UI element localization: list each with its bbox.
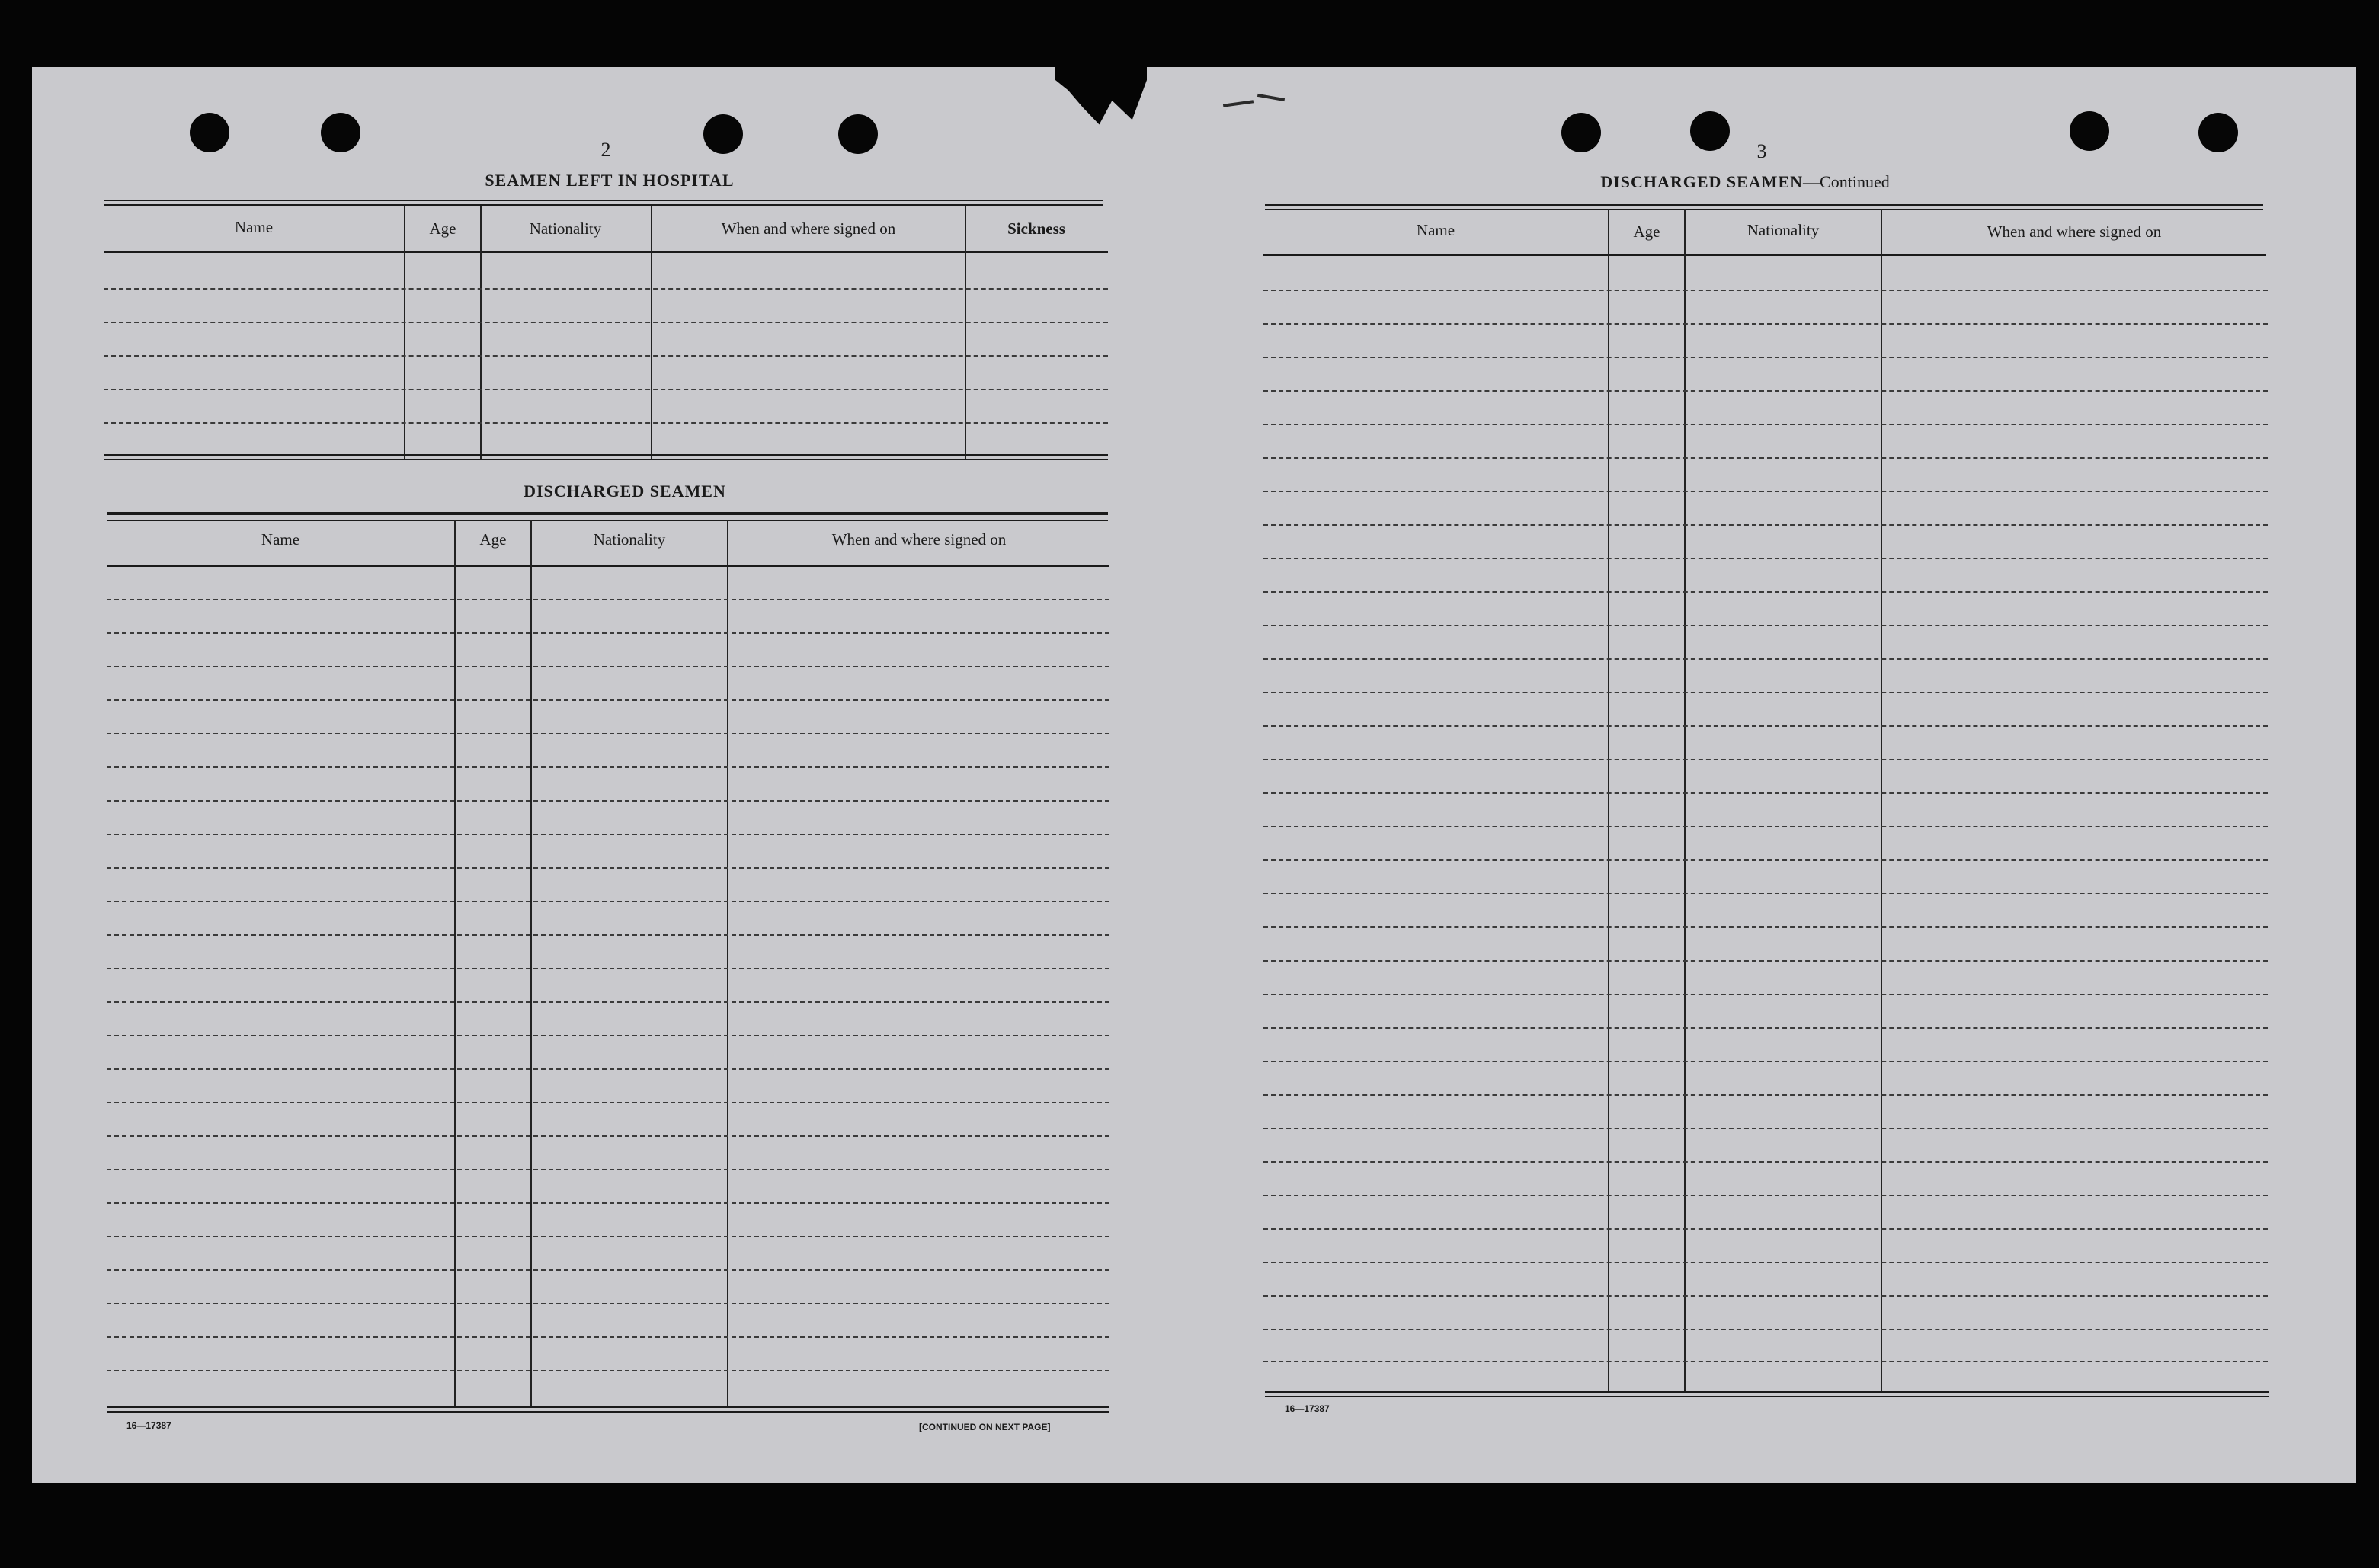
- table-row: [107, 666, 1109, 667]
- table-row: [107, 800, 1109, 802]
- punch-hole: [190, 113, 229, 152]
- table-row: [107, 968, 1109, 969]
- column-divider: [404, 206, 405, 459]
- header-rule: [107, 565, 1109, 567]
- table-bottom-rule: [107, 1406, 1109, 1413]
- punch-hole: [1561, 113, 1601, 152]
- punch-hole: [321, 113, 360, 152]
- table-row: [107, 901, 1109, 902]
- table-top-rule: [107, 512, 1108, 515]
- column-divider: [1684, 209, 1686, 1393]
- table-row: [107, 1001, 1109, 1003]
- table-row: [1263, 357, 2268, 358]
- table-row: [107, 1370, 1109, 1371]
- hospital-section-title: SEAMEN LEFT IN HOSPITAL: [485, 171, 735, 190]
- column-header-nationality: Nationality: [593, 530, 666, 549]
- column-header-age: Age: [479, 530, 507, 549]
- table-row: [107, 1135, 1109, 1137]
- page-number: 3: [1756, 140, 1767, 162]
- table-row: [107, 1102, 1109, 1103]
- discharged-section-title: DISCHARGED SEAMEN: [524, 482, 726, 501]
- table-row: [104, 322, 1108, 323]
- section-title: DISCHARGED SEAMEN: [1600, 172, 1804, 191]
- table-row: [104, 288, 1108, 290]
- table-row: [1263, 424, 2268, 425]
- table-row: [1263, 1027, 2268, 1029]
- table-top-rule: [104, 200, 1103, 206]
- table-row: [1263, 725, 2268, 727]
- form-number: 16—17387: [1285, 1403, 1330, 1414]
- page-number: 2: [600, 139, 611, 161]
- column-header-name: Name: [261, 530, 300, 549]
- table-row: [1263, 1228, 2268, 1230]
- table-row: [1263, 792, 2268, 794]
- table-row: [1263, 994, 2268, 995]
- table-row: [1263, 491, 2268, 492]
- table-bottom-rule: [1265, 1391, 2269, 1397]
- punch-hole: [2070, 111, 2109, 151]
- table-row: [107, 1269, 1109, 1271]
- table-row: [1263, 591, 2268, 593]
- continued-note: [CONTINUED ON NEXT PAGE]: [919, 1422, 1051, 1432]
- table-row: [1263, 692, 2268, 693]
- punch-hole: [1690, 111, 1730, 151]
- table-row: [107, 834, 1109, 835]
- table-row: [1263, 960, 2268, 962]
- table-row: [107, 1202, 1109, 1204]
- table-row: [1263, 558, 2268, 559]
- punch-hole: [703, 114, 743, 154]
- table-row: [1263, 1361, 2268, 1362]
- punch-hole: [838, 114, 878, 154]
- column-divider: [965, 206, 966, 459]
- column-header-when-where: When and where signed on: [1987, 222, 2162, 241]
- table-row: [107, 599, 1109, 600]
- table-row: [1263, 290, 2268, 291]
- column-divider: [727, 520, 728, 1408]
- table-row: [1263, 1094, 2268, 1096]
- column-divider: [1608, 209, 1609, 1393]
- table-row: [104, 389, 1108, 390]
- table-row: [1263, 524, 2268, 526]
- table-row: [1263, 1161, 2268, 1163]
- table-row: [1263, 859, 2268, 861]
- table-row: [1263, 1295, 2268, 1297]
- column-divider: [1881, 209, 1882, 1393]
- title-suffix: —Continued: [1803, 172, 1890, 191]
- table-row: [107, 1236, 1109, 1237]
- table-row: [1263, 893, 2268, 894]
- table-row: [107, 934, 1109, 936]
- table-row: [1263, 390, 2268, 392]
- table-row: [104, 422, 1108, 424]
- table-row: [107, 1303, 1109, 1304]
- table-row: [1263, 658, 2268, 660]
- table-row: [107, 1035, 1109, 1036]
- column-header-nationality: Nationality: [529, 219, 602, 238]
- table-row: [1263, 1329, 2268, 1330]
- punch-hole: [2198, 113, 2238, 152]
- table-row: [107, 867, 1109, 869]
- column-divider: [454, 520, 456, 1408]
- column-header-name: Name: [1416, 221, 1455, 239]
- table-row: [1263, 826, 2268, 827]
- column-header-age: Age: [429, 219, 456, 238]
- table-row: [1263, 1061, 2268, 1062]
- table-top-rule: [1265, 204, 2263, 210]
- column-divider: [530, 520, 532, 1408]
- discharged-continued-title: [1509, 172, 1981, 192]
- table-row: [107, 699, 1109, 701]
- table-top-rule: [107, 520, 1108, 521]
- table-row: [1263, 759, 2268, 760]
- table-row: [104, 355, 1108, 357]
- table-row: [1263, 457, 2268, 459]
- table-row: [1263, 926, 2268, 928]
- table-row: [1263, 625, 2268, 626]
- table-row: [1263, 1262, 2268, 1263]
- table-row: [1263, 1195, 2268, 1196]
- header-rule: [104, 251, 1108, 253]
- column-header-name: Name: [234, 218, 274, 236]
- table-row: [107, 1068, 1109, 1070]
- table-row: [1263, 323, 2268, 325]
- table-row: [107, 632, 1109, 634]
- table-bottom-rule: [104, 454, 1108, 460]
- table-row: [1263, 1128, 2268, 1129]
- header-rule: [1263, 254, 2266, 256]
- column-header-nationality: Nationality: [1747, 221, 1820, 239]
- table-row: [107, 733, 1109, 734]
- table-row: [107, 1169, 1109, 1170]
- column-header-sickness: Sickness: [1007, 219, 1065, 238]
- column-header-when-where: When and where signed on: [831, 530, 1007, 549]
- table-row: [107, 766, 1109, 768]
- column-header-when-where: When and where signed on: [721, 219, 896, 238]
- column-divider: [480, 206, 482, 459]
- column-divider: [651, 206, 652, 459]
- table-row: [107, 1336, 1109, 1338]
- column-header-age: Age: [1633, 222, 1660, 241]
- form-number: 16—17387: [126, 1420, 171, 1431]
